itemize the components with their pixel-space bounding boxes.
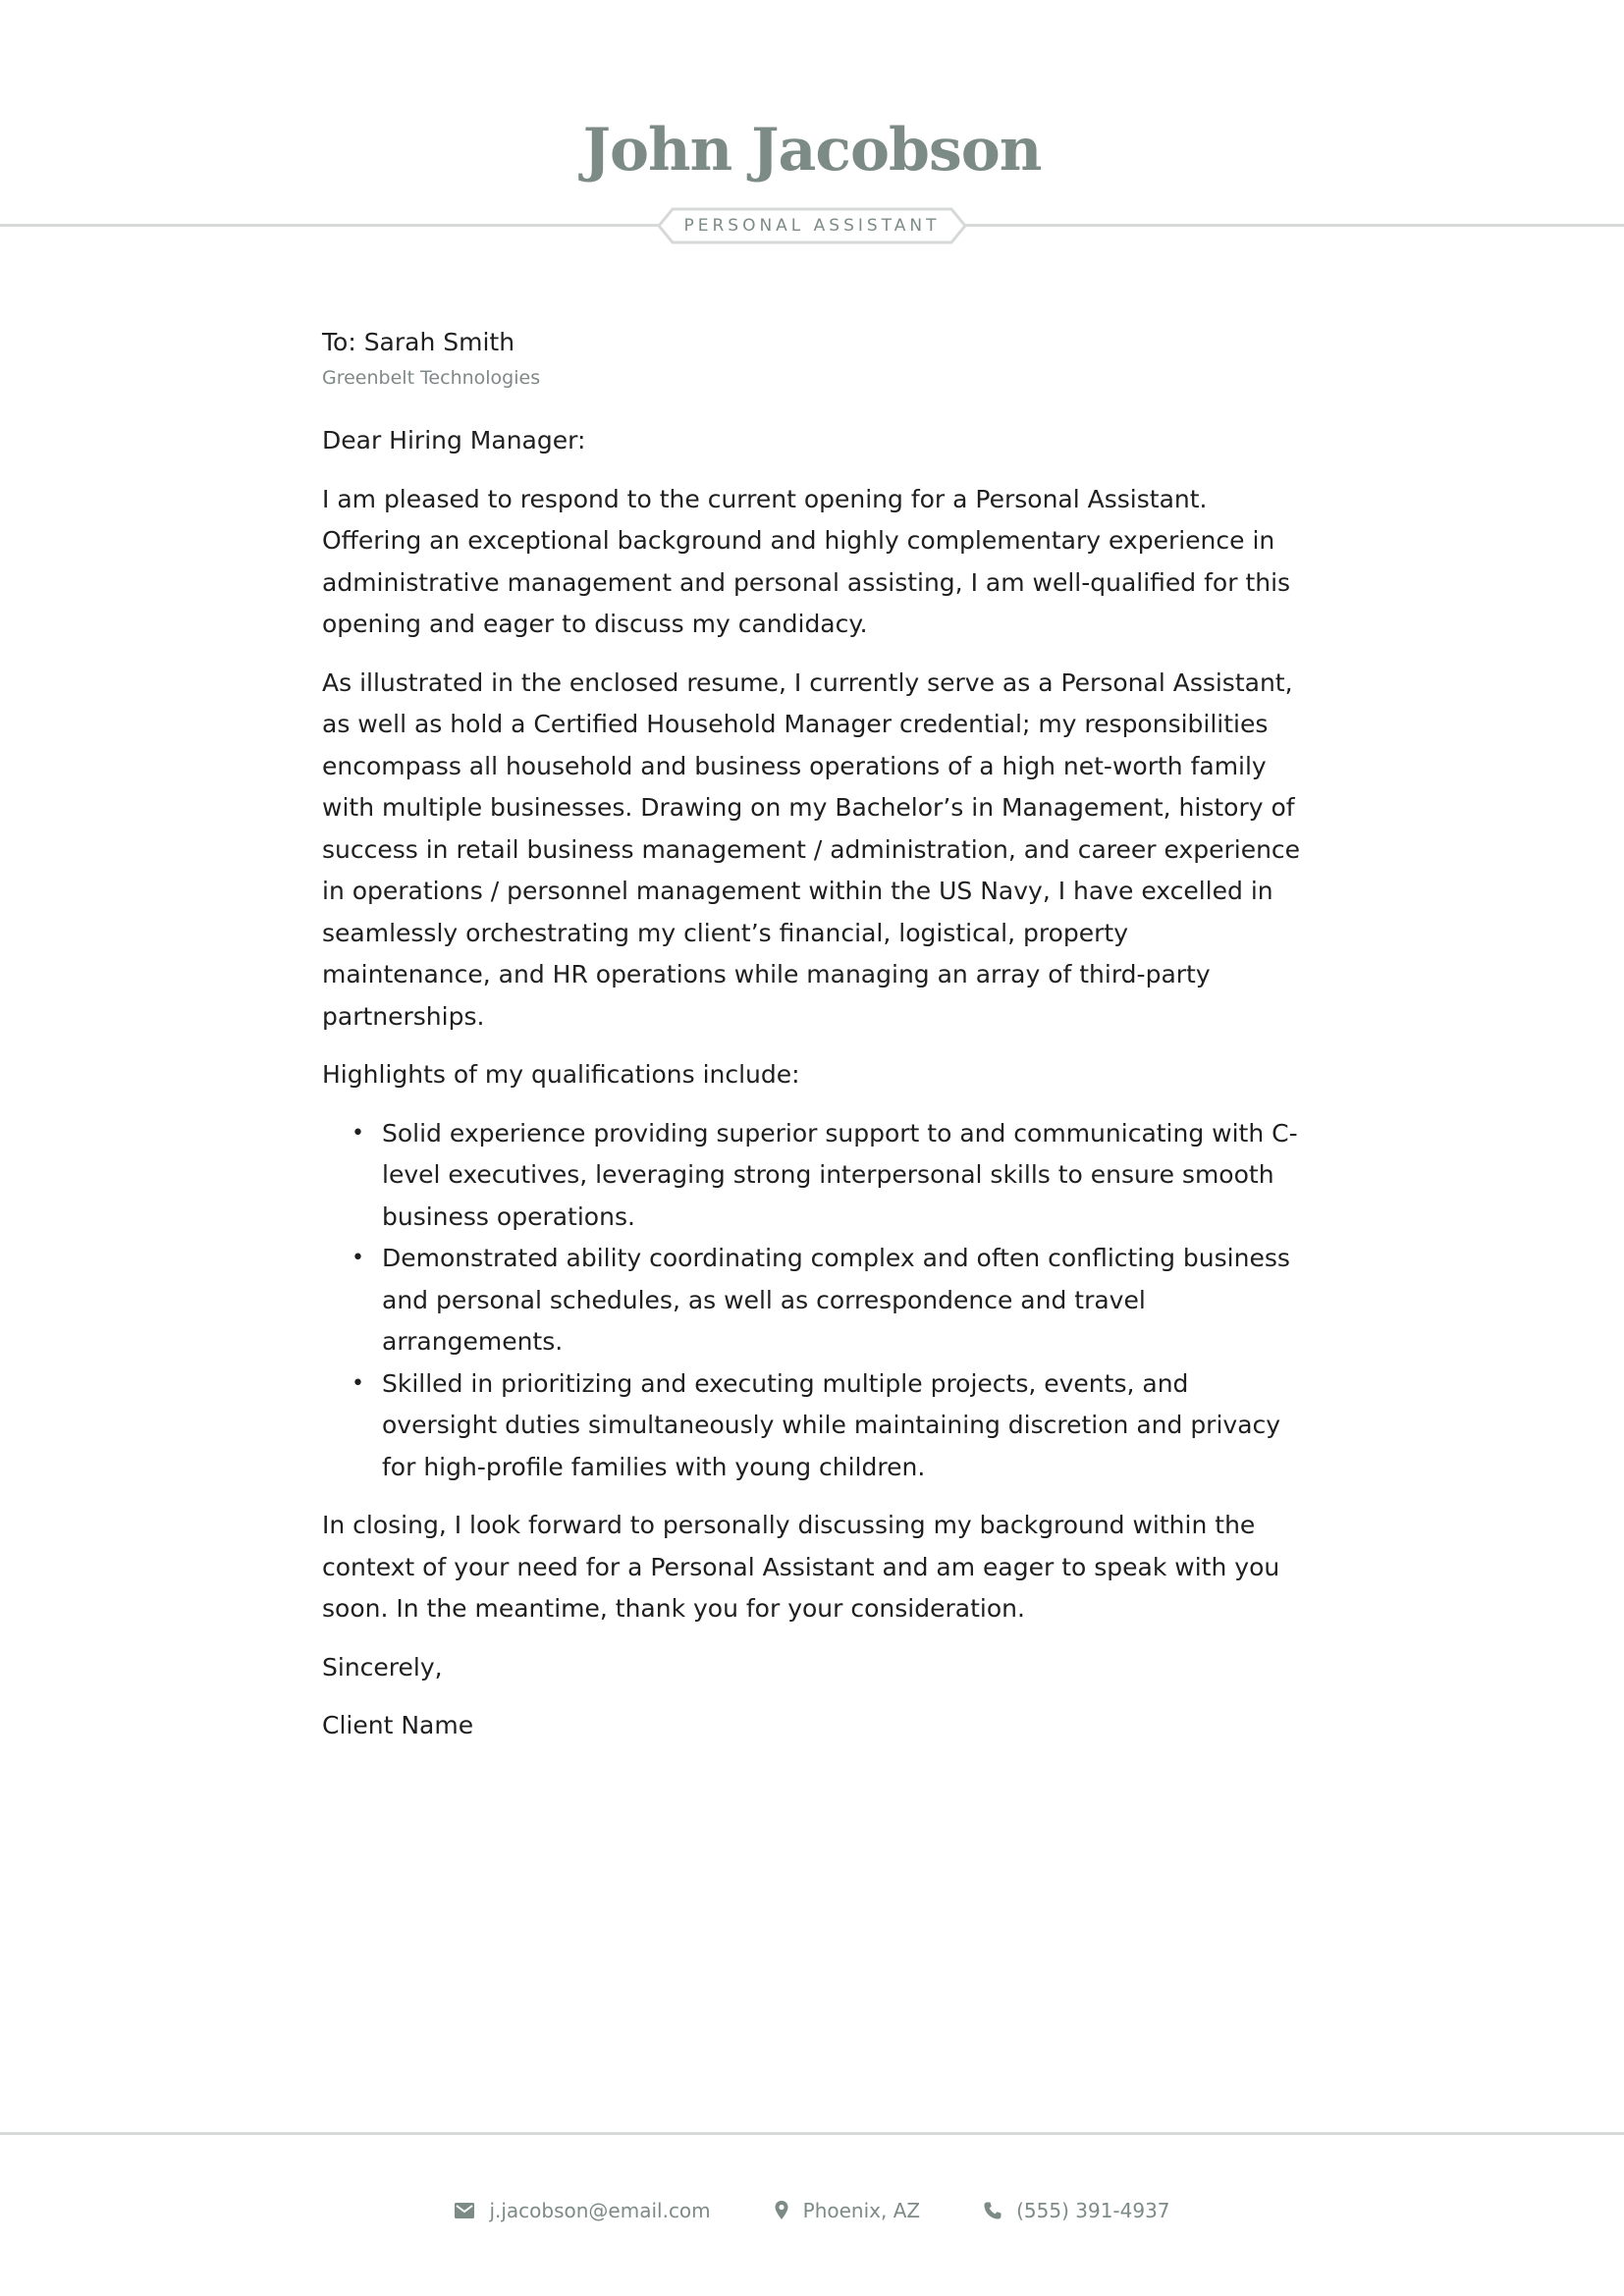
contact-footer xyxy=(0,2191,1624,2230)
closing-paragraph: In closing, I look forward to personally discussing my background within the context of your need for a Personal Assistant and am eager to speak with you soon. In the meantime, thank you for your consideration. xyxy=(322,1511,1280,1623)
paragraph: I am pleased to respond to the current opening for a Personal Assistant. Offering an exceptional background and highly complementary experience in administrative management and personal assisting, I am well-qualified for this opening and eager to discuss my candidacy. xyxy=(322,484,1291,638)
phone-icon xyxy=(983,2201,1002,2220)
footer-divider xyxy=(0,2132,1624,2135)
bullet-icon: • xyxy=(352,1246,364,1270)
list-item-text: Demonstrated ability coordinating complex and often conflicting business and personal schedules, as well as correspondence and travel arrangements. xyxy=(382,1244,1290,1356)
job-title: PERSONAL ASSISTANT xyxy=(683,216,941,236)
letter-body xyxy=(322,322,1304,1764)
signoff: Sincerely, xyxy=(322,1652,443,1682)
contact-phone[interactable] xyxy=(983,2199,1169,2222)
recipient-name: To: Sarah Smith xyxy=(322,328,515,356)
contact-email[interactable] xyxy=(454,2199,710,2222)
list-item xyxy=(322,1113,1304,1239)
email-text[interactable]: j.jacobson@email.com xyxy=(489,2199,711,2222)
list-item-text: Solid experience providing superior support to and communicating with C-level executives, leveraging strong interpersonal skills to ensure smooth business operations. xyxy=(382,1118,1298,1231)
list-item xyxy=(322,1363,1304,1489)
qualifications-list xyxy=(322,1113,1304,1489)
signature: Client Name xyxy=(322,1711,474,1739)
job-title-badge xyxy=(657,207,967,244)
paragraph: As illustrated in the enclosed resume, I currently serve as a Personal Assistant, as well as hold a Certified Household Manager credential; my responsibilities encompass all household and business operations of a high net-worth family with multiple businesses. Drawing on my Bachelor’s in Management, history of success in retail business management / administration, and career experience in operations / personnel management within the US Navy, I have excelled in seamlessly orchestrating my client’s financial, logistical, property maintenance, and HR operations while managing an array of third-party partnerships. xyxy=(322,667,1301,1031)
header-name: John Jacobson xyxy=(582,116,1042,185)
phone-text[interactable]: (555) 391-4937 xyxy=(1016,2199,1170,2222)
contact-location xyxy=(774,2199,920,2222)
bullet-icon: • xyxy=(352,1370,364,1396)
map-pin-icon xyxy=(774,2200,789,2221)
bullet-icon: • xyxy=(352,1120,364,1146)
location-text: Phoenix, AZ xyxy=(802,2199,921,2222)
envelope-icon xyxy=(454,2202,475,2219)
list-item xyxy=(322,1238,1304,1363)
salutation: Dear Hiring Manager: xyxy=(322,426,586,454)
list-item-text: Skilled in prioritizing and executing multiple projects, events, and oversight duties simultaneously while maintaining discretion and privacy for high-profile families with young children. xyxy=(382,1368,1281,1481)
recipient-company: Greenbelt Technologies xyxy=(322,367,541,389)
paragraph: Highlights of my qualifications include: xyxy=(322,1060,800,1089)
